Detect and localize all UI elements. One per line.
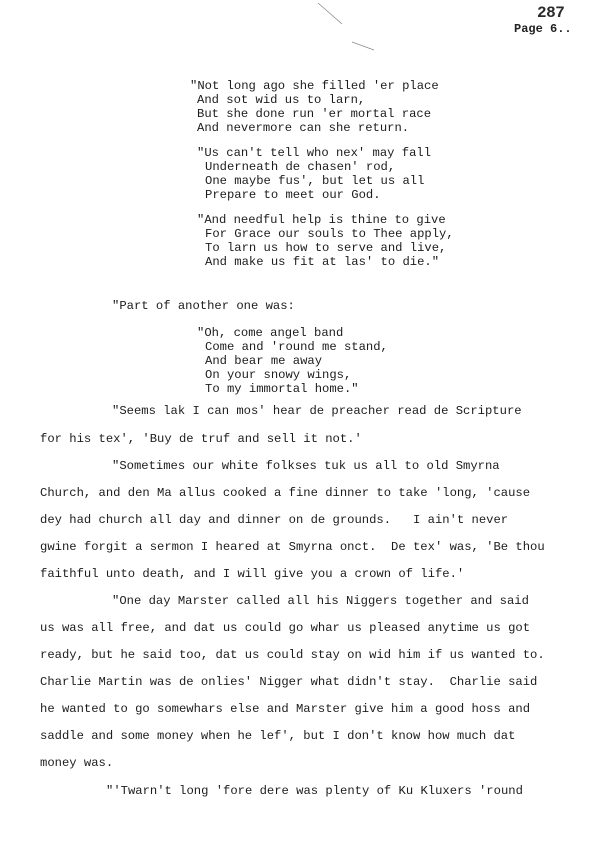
prose-line: for his tex', 'Buy de truf and sell it not.': [40, 432, 362, 446]
prose-line: he wanted to go somewhars else and Marster give him a good hoss and: [40, 702, 531, 716]
archive-page-number: 287: [537, 4, 565, 22]
prose-line: Charlie Martin was de onlies' Nigger what didn't stay. Charlie said: [40, 675, 538, 689]
prose-line: "Sometimes our white folkses tuk us all to old Smyrna: [112, 459, 500, 473]
poem-line: But she done run 'er mortal race: [197, 107, 432, 121]
prose-line: dey had church all day and dinner on de grounds. I ain't never: [40, 513, 509, 527]
poem-line: "And needful help is thine to give: [197, 213, 446, 227]
poem-line: To my immortal home.": [205, 382, 359, 396]
prose-line: money was.: [40, 756, 114, 770]
prose-line: ready, but he said too, dat us could stay on wid him if us wanted to.: [40, 648, 545, 662]
poem-line: And nevermore can she return.: [197, 121, 410, 135]
poem-line: For Grace our souls to Thee apply,: [205, 227, 454, 241]
poem-line: One maybe fus', but let us all: [205, 174, 425, 188]
prose-line: "One day Marster called all his Niggers together and said: [112, 594, 529, 608]
prose-line: gwine forgit a sermon I heared at Smyrna onct. De tex' was, 'Be thou: [40, 540, 545, 554]
prose-line: "Seems lak I can mos' hear de preacher read de Scripture: [112, 404, 522, 418]
poem-line: And sot wid us to larn,: [197, 93, 366, 107]
pencil-marks: [0, 0, 600, 90]
poem-line: "Oh, come angel band: [197, 326, 344, 340]
poem-line: Underneath de chasen' rod,: [205, 160, 396, 174]
poem-line: And bear me away: [205, 354, 323, 368]
poem-line: To larn us how to serve and live,: [205, 241, 447, 255]
poem-line: Prepare to meet our God.: [205, 188, 381, 202]
prose-line: "'Twarn't long 'fore dere was plenty of Ku Kluxers 'round: [106, 784, 523, 798]
poem-line: "Not long ago she filled 'er place: [190, 79, 439, 93]
intro-line: "Part of another one was:: [112, 299, 295, 313]
prose-line: us was all free, and dat us could go whar us pleased anytime us got: [40, 621, 531, 635]
page-label: Page 6..: [514, 22, 572, 36]
poem-line: On your snowy wings,: [205, 368, 352, 382]
prose-line: faithful unto death, and I will give you a crown of life.': [40, 567, 465, 581]
prose-line: saddle and some money when he lef', but I don't know how much dat: [40, 729, 516, 743]
poem-line: Come and 'round me stand,: [205, 340, 388, 354]
prose-line: Church, and den Ma allus cooked a fine dinner to take 'long, 'cause: [40, 486, 531, 500]
poem-line: "Us can't tell who nex' may fall: [197, 146, 432, 160]
poem-line: And make us fit at las' to die.": [205, 255, 440, 269]
